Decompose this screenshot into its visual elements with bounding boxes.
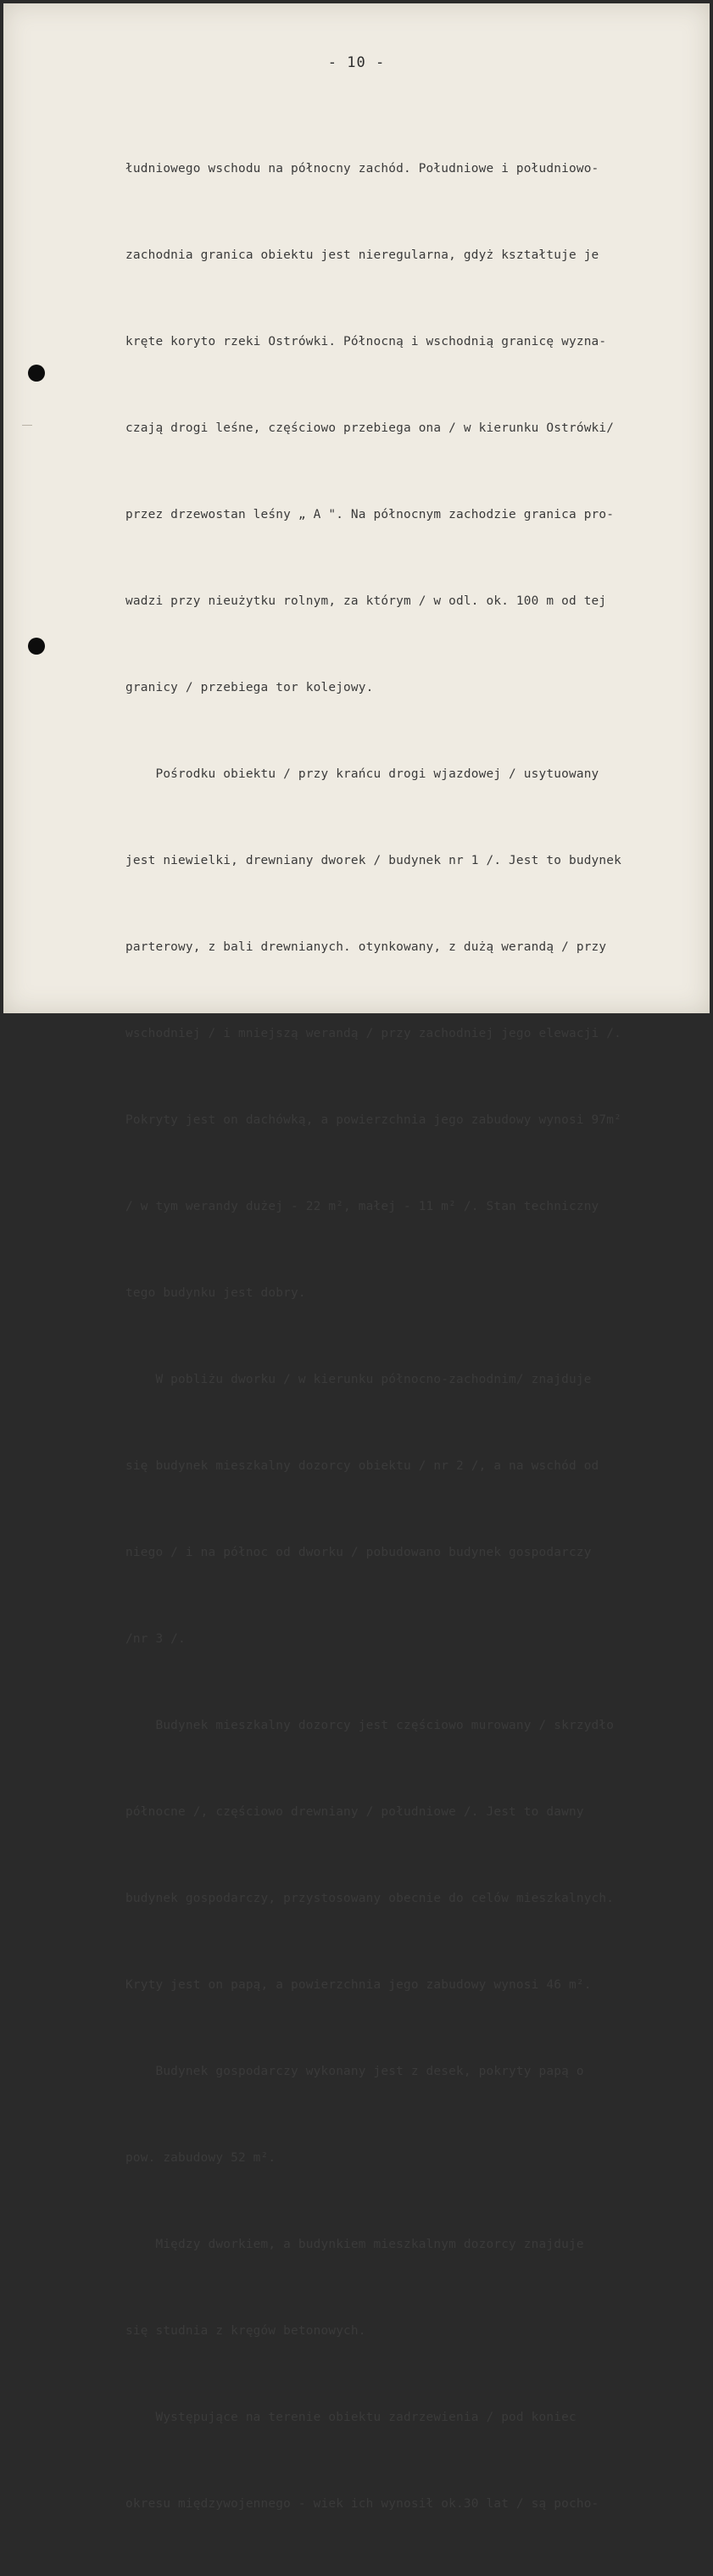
text-line: się budynek mieszkalny dozorcy obiektu / nr 2 /, a na wschód od	[125, 1459, 599, 1473]
text-line: Występujące na terenie obiektu zadrzewienia / pod koniec	[125, 2411, 577, 2424]
text-line: przez drzewostan leśny „ A ". Na północnym zachodzie granica pro-	[125, 508, 615, 521]
punch-hole	[28, 638, 45, 655]
text-line: kręte koryto rzeki Ostrówki. Północną i wschodnią granicę wyzna-	[125, 335, 607, 348]
text-line: granicy / przebiega tor kolejowy.	[125, 681, 374, 694]
text-line: okresu międzywojennego - wiek ich wynosił ok.30 lat / są pocho-	[125, 2497, 599, 2511]
text-line: budynek gospodarczy, przystosowany obecnie do celów mieszkalnych.	[125, 1892, 615, 1905]
text-line: parterowy, z bali drewnianych. otynkowany, z dużą werandą / przy	[125, 940, 607, 954]
body-text	[125, 97, 702, 2576]
text-line: wschodniej / i mniejszą werandą / przy zachodniej jego elewacji /.	[125, 1027, 622, 1040]
text-line: pow. zabudowy 52 m².	[125, 2151, 276, 2165]
text-line: Pokryty jest on dachówką, a powierzchnia jego zabudowy wynosi 97m²	[125, 1113, 622, 1127]
document-page	[3, 3, 710, 2511]
text-line: północne /, częściowo drewniany / południowe /. Jest to dawny	[125, 1805, 584, 1819]
text-line: niego / i na północ od dworku / pobudowano budynek gospodarczy	[125, 1546, 592, 1559]
text-line: / w tym werandy dużej - 22 m², małej - 11 m² /. Stan techniczny	[125, 1200, 599, 1213]
text-line: zachodnia granica obiektu jest nieregularna, gdyż kształtuje je	[125, 248, 599, 262]
margin-mark	[22, 425, 32, 426]
text-line: Budynek mieszkalny dozorcy jest częściowo murowany / skrzydło	[125, 1719, 615, 1732]
text-line: /nr 3 /.	[125, 1632, 186, 1646]
punch-hole	[28, 365, 45, 382]
text-line: jest niewielki, drewniany dworek / budynek nr 1 /. Jest to budynek	[125, 854, 622, 867]
text-line: Budynek gospodarczy wykonany jest z desek, pokryty papą o	[125, 2065, 584, 2078]
page-number: - 10 -	[327, 54, 386, 71]
text-line: się studnia z kręgów betonowych.	[125, 2324, 366, 2338]
text-line: tego budynku jest dobry.	[125, 1286, 306, 1300]
text-line: Kryty jest on papą, a powierzchnia jego zabudowy wynosi 46 m².	[125, 1978, 592, 1992]
text-line: czają drogi leśne, częściowo przebiega ona / w kierunku Ostrówki/	[125, 421, 615, 435]
text-line: wadzi przy nieużytku rolnym, za którym / w odl. ok. 100 m od tej	[125, 594, 607, 608]
text-line: Między dworkiem, a budynkiem mieszkalnym dozorcy znajduje	[125, 2238, 584, 2251]
text-line: Pośrodku obiektu / przy krańcu drogi wjazdowej / usytuowany	[125, 767, 599, 781]
text-line: łudniowego wschodu na północny zachód. Południowe i południowo-	[125, 162, 599, 176]
text-line: W pobliżu dworku / w kierunku północno-zachodnim/ znajduje	[125, 1373, 592, 1386]
